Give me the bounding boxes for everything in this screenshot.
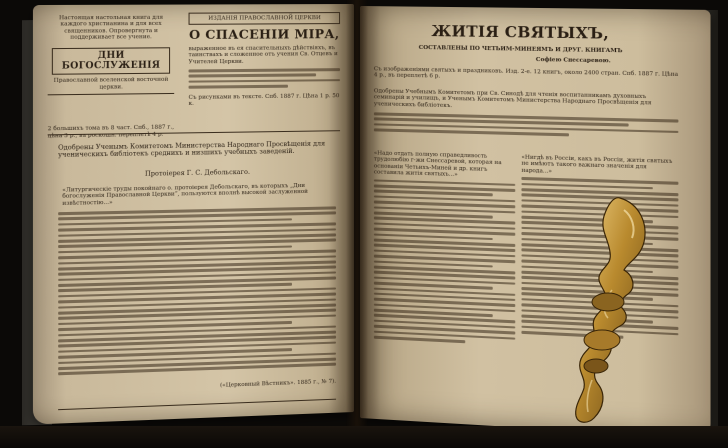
table-surface: [0, 426, 728, 448]
right-column-price: Съ рисунками въ тексте. Спб. 1887 г. Цѣна 1 р. 50 к.: [188, 92, 340, 108]
right-column-text-lines: [189, 68, 341, 88]
left-column-price-text: 2 большихъ тома въ 8 част. Спб., 1887 г., цѣна 3 р., въ роскошн. переплетѣ 4 р.: [47, 124, 175, 140]
review-source: («Церковный Вѣстникъ». 1885 г., № 7).: [220, 378, 337, 389]
left-page-bottom-rule: [58, 399, 336, 411]
left-column-subtitle: Православной вселенской восточной церкви.: [53, 77, 169, 91]
right-column-title: О СПАСЕНІИ МІРА,: [189, 26, 340, 43]
review-quote: «Литургическіе труды покойнаго о. протоіерея Дебольскаго, въ которыхъ „Дни богослуженія Православной Церкви“, пользуются вполнѣ высокой заслуженной извѣстностію...»: [62, 182, 308, 207]
left-column-boxed-title: ДНИ БОГОСЛУЖЕНІЯ: [52, 47, 170, 75]
left-page-left-column: [48, 15, 175, 140]
author-line: Протоіерея Г. С. Дебольскаго.: [144, 167, 250, 178]
right-page-author: Софіею Снессаревою.: [535, 56, 611, 65]
right-page-left-quote: «Надо отдать полную справедливость трудолюбію г-жи Снессаревой, которая на основаніи Четьихъ-Миней и др. книгъ составила житія святыхъ...»: [373, 150, 502, 179]
right-page-title: ЖИТІЯ СВЯТЫХЪ,: [431, 21, 610, 43]
right-column-header: ИЗДАНІЯ ПРАВОСЛАВНОЙ ЦЕРКВИ: [189, 12, 341, 25]
approval-text: Одобрены Ученымъ Комитетомъ Министерства Народнаго Просвѣщенія для ученическихъ библіотекъ среднихъ и низшихъ учебныхъ заведеній.: [58, 139, 326, 160]
review-body-lines: [58, 206, 336, 378]
right-page-left-column: [374, 150, 515, 348]
right-column-text: выраженное въ ея спасительныхъ дѣйствіяхъ, въ таинствахъ и сложенное отъ учения Св. Отцевъ и Учителей Церкви.: [188, 44, 338, 66]
book-gutter-shadow: [346, 0, 368, 430]
left-column-intro-text: Настоящая настольная книга для каждого христианина и для всех священников. Опровергнута и поддерживает все учение.: [58, 14, 164, 42]
right-page-approval: Одобрены Учебнымъ Комитетомъ при Св. Синодѣ для чтенія воспитанникамъ духовныхъ семинарій и училищъ, и Ученымъ Комитетомъ Министерства Народнаго Просвѣщенія для ученическихъ библіотекъ.: [373, 88, 652, 109]
left-column-divider: [48, 93, 175, 95]
brass-vajra-object: [548, 190, 678, 430]
right-page-intro: Съ изображеніями святыхъ и праздниковъ. Изд. 2-е. 12 книгъ, около 2400 стран. Спб. 1887 г. Цѣна 4 р., въ переплетѣ 6 р.: [373, 66, 679, 80]
left-page-right-column: [189, 12, 341, 108]
right-page-right-quote: «Нигдѣ въ Россіи, какъ въ Россіи, житія святыхъ не имѣютъ такого важнаго значенія для народа...»: [521, 154, 673, 175]
right-page-subtitle: СОСТАВЛЕНЫ ПО ЧЕТЬИМ-МИНЕЯМЪ И ДРУГ. КНИГАМЪ: [418, 44, 623, 55]
right-page-left-column-lines: [374, 179, 515, 345]
left-page: [33, 4, 354, 424]
right-page-approval-lines: [374, 112, 679, 142]
